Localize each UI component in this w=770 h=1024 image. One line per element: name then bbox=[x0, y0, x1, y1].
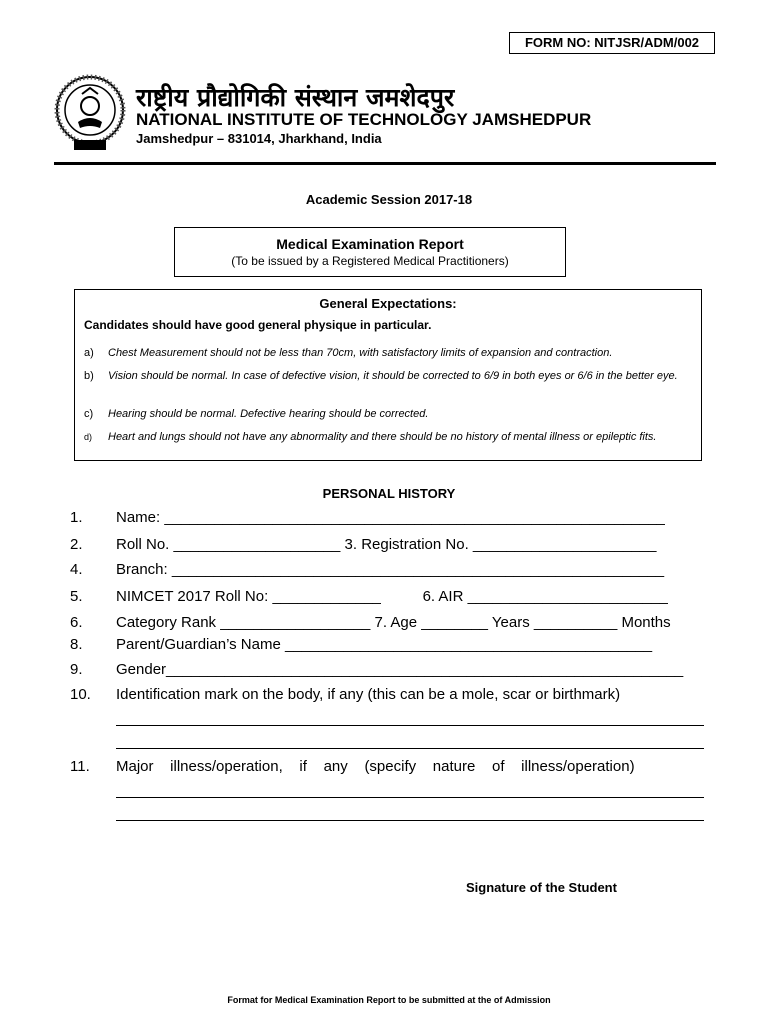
field-number: 2. bbox=[70, 536, 83, 553]
field-text: Major illness/operation, if any (specify nature of illness/operation) bbox=[116, 758, 635, 775]
item-marker: b) bbox=[84, 370, 94, 382]
general-expectations-box bbox=[74, 289, 702, 461]
field-number: 10. bbox=[70, 686, 91, 703]
item-marker: a) bbox=[84, 347, 94, 359]
report-title-box bbox=[174, 227, 566, 277]
general-expectations-lead: Candidates should have good general physique in particular. bbox=[84, 318, 432, 332]
item-text: Vision should be normal. In case of defective vision, it should be corrected to 6/9 in both eyes or 6/6 in the better eye. bbox=[108, 370, 678, 382]
report-title: Medical Examination Report bbox=[276, 236, 464, 252]
institute-name-hindi: राष्ट्रीय प्रौद्योगिकी संस्थान जमशेदपुर bbox=[136, 83, 455, 112]
expectation-item bbox=[84, 407, 692, 422]
field-text: Category Rank __________________ 7. Age ________ Years __________ Months bbox=[116, 614, 671, 631]
expectation-item bbox=[84, 430, 692, 445]
field-text: NIMCET 2017 Roll No: _____________ 6. AIR ________________________ bbox=[116, 588, 668, 605]
student-signature-label: Signature of the Student bbox=[466, 880, 617, 895]
field-number: 5. bbox=[70, 588, 83, 605]
personal-history-heading: PERSONAL HISTORY bbox=[322, 486, 456, 501]
item-text: Heart and lungs should not have any abnormality and there should be no history of mental illness or epileptic fits. bbox=[108, 431, 657, 443]
item-text: Chest Measurement should not be less than 70cm, with satisfactory limits of expansion and contraction. bbox=[108, 347, 613, 359]
blank-line[interactable] bbox=[116, 725, 704, 726]
general-expectations-heading: General Expectations: bbox=[319, 296, 457, 311]
report-subtitle: (To be issued by a Registered Medical Practitioners) bbox=[231, 254, 509, 268]
item-marker: c) bbox=[84, 408, 94, 420]
expectation-item bbox=[84, 369, 692, 384]
blank-line[interactable] bbox=[116, 820, 704, 821]
academic-session: Academic Session 2017-18 bbox=[305, 192, 473, 207]
field-number: 9. bbox=[70, 661, 83, 678]
field-text: Identification mark on the body, if any (this can be a mole, scar or birthmark) bbox=[116, 686, 621, 703]
field-number: 8. bbox=[70, 636, 83, 653]
field-text: Branch: ___________________________________________________________ bbox=[116, 561, 665, 578]
field-text: Gender______________________________________________________________ bbox=[116, 661, 684, 678]
field-text: Parent/Guardian’s Name ____________________________________________ bbox=[116, 636, 653, 653]
blank-line[interactable] bbox=[116, 797, 704, 798]
expectation-item bbox=[84, 346, 692, 361]
field-text: Name: ____________________________________________________________ bbox=[116, 509, 665, 526]
item-text: Hearing should be normal. Defective hearing should be corrected. bbox=[108, 408, 429, 420]
form-number: FORM NO: NITJSR/ADM/002 bbox=[509, 32, 715, 54]
item-marker: d) bbox=[84, 432, 93, 442]
header-divider bbox=[54, 162, 716, 165]
field-number: 4. bbox=[70, 561, 83, 578]
footer-note: Format for Medical Examination Report to be submitted at the of Admission bbox=[227, 995, 551, 1005]
field-number: 11. bbox=[70, 758, 90, 775]
institute-address: Jamshedpur – 831014, Jharkhand, India bbox=[136, 131, 382, 146]
institute-name: NATIONAL INSTITUTE OF TECHNOLOGY JAMSHEDPUR bbox=[136, 110, 592, 129]
blank-line[interactable] bbox=[116, 748, 704, 749]
field-text: Roll No. ____________________ 3. Registration No. ______________________ bbox=[116, 536, 657, 553]
field-number: 1. bbox=[70, 509, 83, 526]
institute-emblem-icon bbox=[54, 70, 126, 154]
field-number: 6. bbox=[70, 614, 83, 631]
